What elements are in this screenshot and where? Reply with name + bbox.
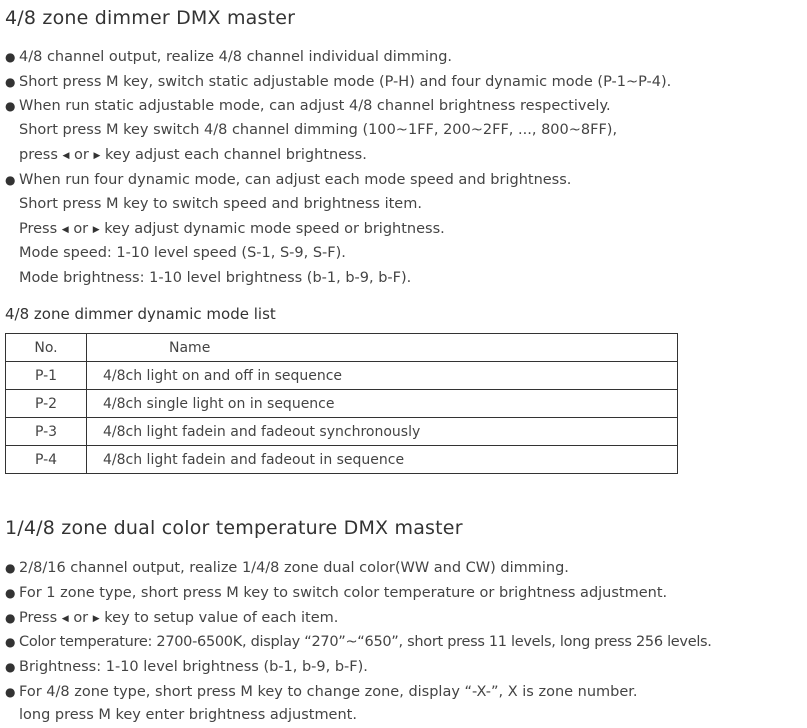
table-row xyxy=(6,362,678,390)
section-title-dimmer: 4/8 zone dimmer DMX master xyxy=(5,7,296,29)
cell-name: 4/8ch light fadein and fadeout in sequence xyxy=(87,446,678,474)
list-item: ● Short press M key, switch static adjustable mode (P-H) and four dynamic mode (P-1~P-4). xyxy=(5,74,672,90)
right-arrow-icon: ▶ xyxy=(92,614,100,624)
cell-name: 4/8ch light on and off in sequence xyxy=(87,362,678,390)
cell-no: P-4 xyxy=(6,446,87,474)
left-arrow-icon: ◀ xyxy=(61,225,69,235)
section-title-dual-color: 1/4/8 zone dual color temperature DMX master xyxy=(5,517,463,539)
bullet-icon: ● xyxy=(5,660,16,674)
bullet-icon: ● xyxy=(5,611,16,625)
table-row xyxy=(6,446,678,474)
list-item: ● Color temperature: 2700-6500K, display “270”~“650”, short press 11 levels, long press 256 levels. xyxy=(5,634,712,650)
cell-no: P-1 xyxy=(6,362,87,390)
cell-name: 4/8ch single light on in sequence xyxy=(87,390,678,418)
list-continuation: Short press M key switch 4/8 channel dimming (100~1FF, 200~2FF, ..., 800~8FF), xyxy=(19,122,618,138)
mode-table xyxy=(5,333,678,474)
list-continuation: press ◀ or ▶ key adjust each channel brightness. xyxy=(19,147,367,163)
bullet-icon: ● xyxy=(5,99,16,113)
table-row xyxy=(6,418,678,446)
list-continuation: Mode brightness: 1-10 level brightness (b-1, b-9, b-F). xyxy=(19,270,412,286)
list-item: ● Press ◀ or ▶ key to setup value of each item. xyxy=(5,610,339,626)
list-item: ● 2/8/16 channel output, realize 1/4/8 zone dual color(WW and CW) dimming. xyxy=(5,560,569,576)
list-item: ● 4/8 channel output, realize 4/8 channel individual dimming. xyxy=(5,49,453,65)
cell-name: 4/8ch light fadein and fadeout synchronously xyxy=(87,418,678,446)
list-continuation: long press M key enter brightness adjustment. xyxy=(19,707,357,723)
table-header-row xyxy=(6,334,678,362)
bullet-icon: ● xyxy=(5,173,16,187)
bullet-icon: ● xyxy=(5,635,16,649)
bullet-icon: ● xyxy=(5,50,16,64)
bullet-icon: ● xyxy=(5,561,16,575)
right-arrow-icon: ▶ xyxy=(92,225,100,235)
list-item: ● When run four dynamic mode, can adjust each mode speed and brightness. xyxy=(5,172,572,188)
column-header-no: No. xyxy=(6,334,87,362)
list-item: ● For 4/8 zone type, short press M key to change zone, display “-X-”, X is zone number. xyxy=(5,684,638,700)
bullet-icon: ● xyxy=(5,685,16,699)
left-arrow-icon: ◀ xyxy=(62,151,70,161)
list-continuation: Press ◀ or ▶ key adjust dynamic mode speed or brightness. xyxy=(19,221,445,237)
cell-no: P-3 xyxy=(6,418,87,446)
list-item: ● For 1 zone type, short press M key to switch color temperature or brightness adjustment. xyxy=(5,585,668,601)
list-item: ● When run static adjustable mode, can adjust 4/8 channel brightness respectively. xyxy=(5,98,611,114)
table-row xyxy=(6,390,678,418)
table-title: 4/8 zone dimmer dynamic mode list xyxy=(5,305,276,323)
list-item: ● Brightness: 1-10 level brightness (b-1, b-9, b-F). xyxy=(5,659,368,675)
right-arrow-icon: ▶ xyxy=(93,151,101,161)
left-arrow-icon: ◀ xyxy=(61,614,69,624)
bullet-icon: ● xyxy=(5,75,16,89)
bullet-icon: ● xyxy=(5,586,16,600)
column-header-name: Name xyxy=(87,334,678,362)
cell-no: P-2 xyxy=(6,390,87,418)
list-continuation: Short press M key to switch speed and brightness item. xyxy=(19,196,422,212)
list-continuation: Mode speed: 1-10 level speed (S-1, S-9, S-F). xyxy=(19,245,346,261)
